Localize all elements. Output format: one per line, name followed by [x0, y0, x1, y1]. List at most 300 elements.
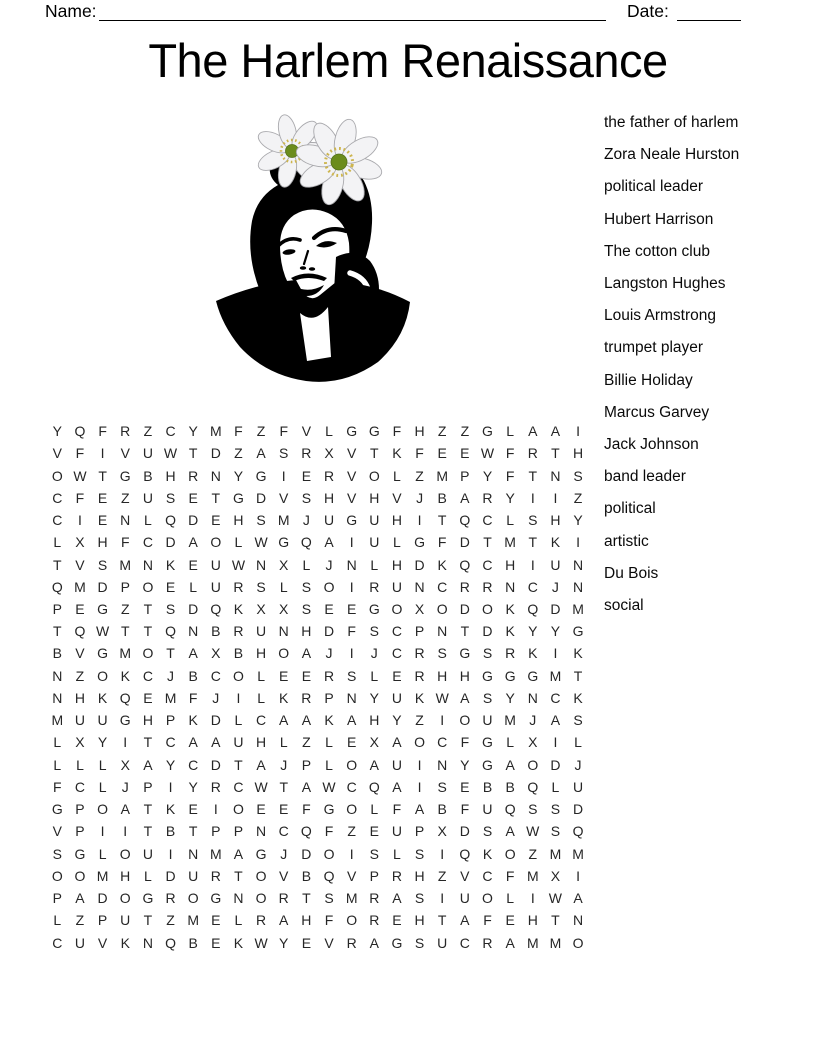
grid-letter: E — [211, 512, 221, 529]
grid-letter: L — [189, 578, 198, 595]
grid-letter: A — [528, 423, 538, 440]
grid-letter: N — [52, 689, 63, 706]
grid-letter: E — [211, 934, 221, 951]
grid-letter: C — [256, 712, 267, 729]
grid-letter: U — [482, 712, 493, 729]
grid-letter: A — [301, 712, 312, 729]
grid-letter: N — [346, 689, 357, 706]
grid-letter: R — [210, 778, 221, 795]
grid-letter: T — [143, 600, 153, 617]
grid-letter: I — [349, 845, 354, 862]
grid-letter: E — [392, 912, 402, 929]
word-list-item: artistic — [604, 532, 649, 550]
grid-letter: Q — [74, 623, 86, 640]
grid-letter: X — [414, 600, 425, 617]
grid-letter: A — [120, 801, 130, 818]
grid-letter: G — [97, 645, 109, 662]
grid-letter: Z — [573, 489, 583, 506]
grid-letter: V — [52, 823, 62, 840]
grid-letter: Q — [504, 801, 516, 818]
grid-letter: U — [482, 801, 493, 818]
date-label: Date: — [627, 1, 669, 21]
grid-letter: F — [324, 912, 334, 929]
grid-letter: Z — [75, 667, 85, 684]
grid-letter: I — [349, 645, 354, 662]
grid-letter: C — [52, 934, 63, 951]
grid-letter: M — [345, 890, 358, 907]
grid-letter: D — [165, 867, 176, 884]
grid-letter: N — [572, 578, 584, 595]
grid-letter: M — [119, 645, 132, 662]
grid-letter: D — [188, 512, 199, 529]
grid-letter: F — [392, 801, 402, 818]
grid-letter: Z — [460, 423, 470, 440]
grid-letter: L — [370, 667, 379, 684]
grid-letter: K — [573, 645, 583, 662]
grid-letter: S — [279, 445, 289, 462]
grid-letter: W — [548, 890, 563, 907]
grid-letter: U — [142, 489, 153, 506]
grid-letter: M — [187, 912, 199, 929]
grid-letter: I — [576, 867, 580, 884]
grid-letter: X — [437, 823, 447, 840]
grid-letter: D — [459, 823, 470, 840]
grid-letter: S — [165, 600, 176, 617]
grid-letter: S — [301, 489, 312, 506]
grid-letter: O — [51, 467, 63, 484]
grid-letter: M — [209, 423, 222, 440]
grid-letter: Q — [527, 778, 539, 795]
grid-letter: V — [346, 867, 357, 884]
grid-letter: Y — [97, 734, 108, 751]
grid-letter: S — [346, 667, 357, 684]
billie-holiday-portrait — [210, 105, 415, 390]
grid-letter: Z — [120, 600, 130, 617]
grid-letter: Y — [550, 623, 561, 640]
grid-letter: X — [279, 600, 289, 617]
grid-letter: O — [233, 801, 244, 818]
grid-letter: R — [505, 645, 516, 662]
grid-letter: E — [188, 801, 198, 818]
grid-letter: D — [323, 623, 335, 640]
grid-letter: S — [369, 845, 379, 862]
grid-letter: V — [120, 445, 130, 462]
grid-letter: T — [143, 912, 153, 929]
grid-letter: T — [279, 778, 288, 795]
grid-letter: K — [165, 556, 176, 573]
grid-letter: C — [482, 867, 493, 884]
grid-letter: L — [506, 423, 515, 440]
grid-letter: U — [550, 556, 561, 573]
grid-letter: L — [393, 845, 401, 862]
grid-letter: L — [53, 534, 62, 551]
grid-letter: L — [53, 734, 62, 751]
grid-letter: C — [482, 556, 493, 573]
grid-letter: Y — [233, 467, 244, 484]
grid-letter: R — [278, 890, 289, 907]
grid-letter: R — [414, 645, 425, 662]
grid-letter: Z — [437, 423, 447, 440]
grid-letter: E — [392, 667, 402, 684]
grid-letter: G — [482, 734, 493, 751]
grid-letter: V — [346, 445, 357, 462]
grid-letter: F — [120, 534, 130, 551]
word-search-grid — [46, 420, 589, 954]
grid-letter: V — [279, 489, 289, 506]
grid-letter: O — [210, 534, 222, 551]
grid-letter: E — [505, 912, 515, 929]
grid-letter: E — [346, 734, 357, 751]
grid-letter: L — [506, 512, 515, 529]
grid-letter: J — [551, 578, 559, 595]
grid-letter: Y — [460, 756, 470, 773]
grid-letter: V — [279, 867, 289, 884]
grid-letter: R — [323, 467, 335, 484]
grid-letter: E — [97, 512, 108, 529]
grid-letter: N — [572, 912, 584, 929]
grid-letter: X — [120, 756, 130, 773]
grid-letter: U — [74, 934, 86, 951]
grid-letter: S — [528, 801, 538, 818]
grid-letter: R — [120, 423, 131, 440]
grid-letter: N — [572, 556, 584, 573]
grid-letter: E — [211, 912, 221, 929]
grid-letter: A — [460, 489, 470, 506]
grid-letter: N — [414, 578, 425, 595]
grid-letter: J — [574, 756, 582, 773]
grid-letter: L — [53, 912, 62, 929]
grid-letter: T — [551, 445, 560, 462]
grid-letter: X — [528, 734, 538, 751]
grid-letter: S — [437, 778, 447, 795]
grid-letter: H — [120, 867, 131, 884]
grid-letter: T — [234, 867, 243, 884]
grid-letter: E — [301, 934, 312, 951]
grid-letter: I — [417, 756, 422, 773]
grid-letter: A — [233, 845, 244, 862]
grid-letter: I — [530, 556, 535, 573]
grid-letter: E — [369, 823, 379, 840]
word-list-item: political — [604, 500, 656, 518]
grid-letter: I — [213, 801, 218, 818]
grid-letter: P — [211, 823, 221, 840]
grid-letter: W — [526, 823, 540, 840]
grid-letter: X — [279, 556, 289, 573]
grid-letter: A — [279, 712, 289, 729]
grid-letter: S — [573, 712, 583, 729]
grid-letter: I — [440, 712, 445, 729]
grid-letter: Y — [369, 689, 379, 706]
grid-letter: P — [233, 823, 244, 840]
grid-letter: T — [211, 489, 221, 506]
grid-letter: U — [188, 867, 199, 884]
grid-letter: F — [392, 423, 402, 440]
grid-letter: D — [459, 600, 470, 617]
grid-letter: I — [168, 778, 173, 795]
grid-letter: S — [256, 512, 266, 529]
grid-letter: I — [530, 890, 535, 907]
grid-letter: J — [370, 645, 378, 662]
grid-letter: Z — [166, 912, 175, 929]
grid-letter: Y — [528, 623, 538, 640]
grid-letter: C — [527, 578, 538, 595]
grid-letter: Q — [459, 845, 471, 862]
grid-letter: T — [437, 912, 447, 929]
word-list-item: the father of harlem — [604, 114, 739, 132]
grid-letter: N — [346, 556, 357, 573]
grid-letter: T — [53, 623, 62, 640]
grid-letter: O — [391, 600, 403, 617]
grid-letter: O — [482, 890, 493, 907]
grid-letter: Z — [302, 734, 311, 751]
grid-letter: L — [234, 712, 243, 729]
grid-letter: L — [53, 756, 62, 773]
grid-letter: K — [528, 645, 538, 662]
grid-letter: G — [119, 467, 131, 484]
grid-letter: A — [505, 934, 515, 951]
grid-letter: L — [551, 778, 560, 795]
grid-letter: O — [142, 645, 154, 662]
right-nostril — [309, 267, 315, 271]
grid-letter: A — [505, 823, 515, 840]
grid-letter: H — [505, 556, 516, 573]
word-list-item: Du Bois — [604, 564, 659, 582]
grid-letter: I — [281, 467, 286, 484]
page-title: The Harlem Renaissance — [148, 34, 668, 87]
grid-letter: O — [255, 867, 267, 884]
grid-letter: B — [505, 778, 515, 795]
grid-letter: F — [483, 912, 492, 929]
grid-letter: M — [277, 512, 290, 529]
left-nostril — [300, 266, 306, 270]
grid-letter: C — [437, 578, 448, 595]
grid-letter: Z — [415, 467, 424, 484]
grid-letter: D — [210, 712, 221, 729]
grid-letter: J — [416, 489, 424, 506]
grid-letter: P — [414, 623, 425, 640]
grid-letter: J — [280, 756, 288, 773]
grid-letter: A — [301, 645, 312, 662]
grid-letter: V — [346, 489, 357, 506]
grid-letter: E — [324, 600, 334, 617]
grid-letter: Q — [323, 867, 335, 884]
grid-letter: M — [549, 934, 562, 951]
grid-letter: O — [527, 756, 539, 773]
grid-letter: S — [550, 801, 561, 818]
grid-letter: T — [143, 623, 153, 640]
grid-letter: I — [349, 534, 354, 551]
grid-letter: Q — [459, 512, 471, 529]
grid-letter: O — [346, 912, 358, 929]
grid-letter: Y — [165, 756, 176, 773]
grid-letter: Q — [51, 578, 63, 595]
grid-letter: J — [167, 667, 175, 684]
grid-letter: W — [95, 623, 110, 640]
grid-letter: O — [97, 667, 109, 684]
grid-letter: A — [460, 912, 470, 929]
grid-letter: F — [302, 801, 311, 818]
grid-letter: C — [165, 423, 176, 440]
word-list-item: band leader — [604, 468, 686, 486]
grid-letter: F — [53, 778, 62, 795]
grid-letter: L — [257, 667, 265, 684]
grid-letter: S — [573, 467, 583, 484]
grid-letter: I — [123, 823, 128, 840]
grid-letter: R — [346, 934, 357, 951]
grid-letter: R — [527, 445, 538, 462]
grid-letter: L — [257, 689, 265, 706]
grid-letter: K — [97, 689, 108, 706]
grid-letter: E — [256, 801, 266, 818]
grid-letter: X — [256, 600, 266, 617]
grid-letter: C — [210, 667, 221, 684]
grid-letter: F — [505, 445, 515, 462]
grid-letter: R — [233, 623, 244, 640]
word-list-item: Jack Johnson — [604, 435, 699, 453]
grid-letter: O — [51, 867, 63, 884]
grid-letter: L — [506, 734, 515, 751]
grid-letter: R — [369, 890, 380, 907]
word-list-item: Louis Armstrong — [604, 307, 716, 325]
grid-letter: D — [482, 623, 493, 640]
grid-letter: C — [346, 778, 357, 795]
grid-letter: R — [482, 578, 493, 595]
grid-letter: L — [370, 801, 379, 818]
grid-letter: G — [391, 934, 403, 951]
grid-letter: S — [97, 556, 108, 573]
grid-letter: V — [324, 934, 334, 951]
grid-letter: S — [414, 890, 425, 907]
word-list-item: Hubert Harrison — [604, 210, 714, 228]
grid-letter: Y — [573, 512, 583, 529]
grid-letter: C — [52, 512, 63, 529]
grid-letter: I — [553, 645, 558, 662]
grid-letter: A — [414, 801, 425, 818]
grid-letter: X — [550, 867, 561, 884]
grid-letter: K — [324, 712, 334, 729]
grid-letter: K — [437, 556, 447, 573]
grid-letter: A — [75, 890, 85, 907]
grid-letter: U — [391, 823, 402, 840]
grid-letter: H — [550, 512, 561, 529]
grid-letter: G — [346, 512, 358, 529]
grid-letter: L — [234, 534, 243, 551]
grid-letter: Q — [165, 512, 176, 529]
grid-letter: O — [187, 890, 199, 907]
grid-letter: D — [165, 534, 176, 551]
grid-letter: U — [369, 512, 380, 529]
grid-letter: T — [483, 534, 492, 551]
grid-letter: H — [527, 912, 538, 929]
grid-letter: F — [505, 867, 515, 884]
grid-letter: I — [78, 512, 82, 529]
grid-letter: B — [482, 778, 493, 795]
grid-letter: K — [165, 801, 176, 818]
grid-letter: E — [188, 556, 198, 573]
grid-letter: O — [255, 890, 267, 907]
grid-letter: F — [437, 534, 447, 551]
grid-letter: O — [233, 667, 244, 684]
grid-letter: K — [120, 667, 130, 684]
grid-letter: A — [143, 756, 153, 773]
grid-letter: Z — [437, 867, 447, 884]
grid-letter: S — [528, 512, 538, 529]
grid-letter: O — [346, 756, 358, 773]
grid-letter: R — [482, 489, 493, 506]
grid-letter: Q — [165, 623, 176, 640]
grid-letter: O — [323, 578, 335, 595]
grid-letter: F — [75, 489, 85, 506]
grid-letter: L — [302, 556, 311, 573]
grid-letter: S — [550, 823, 561, 840]
grid-letter: T — [120, 623, 130, 640]
grid-letter: G — [74, 845, 86, 862]
grid-letter: I — [440, 890, 445, 907]
grid-letter: Z — [347, 823, 356, 840]
grid-letter: K — [233, 934, 244, 951]
grid-letter: C — [233, 778, 244, 795]
word-list-item: social — [604, 596, 644, 614]
grid-letter: E — [279, 667, 289, 684]
grid-letter: X — [369, 734, 379, 751]
grid-letter: M — [96, 867, 109, 884]
grid-letter: U — [142, 445, 153, 462]
grid-letter: A — [346, 712, 357, 729]
grid-letter: F — [75, 445, 85, 462]
grid-letter: H — [233, 512, 244, 529]
grid-letter: K — [392, 445, 402, 462]
grid-letter: G — [255, 467, 267, 484]
grid-letter: M — [74, 578, 86, 595]
grid-letter: E — [143, 689, 153, 706]
grid-letter: G — [368, 600, 380, 617]
grid-letter: L — [234, 912, 243, 929]
grid-letter: Y — [392, 712, 402, 729]
grid-letter: N — [505, 578, 516, 595]
grid-letter: O — [97, 801, 109, 818]
grid-letter: S — [482, 645, 493, 662]
grid-letter: Z — [256, 423, 266, 440]
grid-letter: F — [347, 623, 356, 640]
grid-letter: O — [74, 867, 86, 884]
grid-letter: J — [529, 712, 537, 729]
grid-letter: A — [301, 778, 312, 795]
grid-letter: W — [163, 445, 178, 462]
grid-letter: E — [460, 778, 470, 795]
grid-letter: Q — [572, 823, 584, 840]
grid-letter: L — [574, 734, 582, 751]
grid-letter: S — [301, 578, 312, 595]
grid-letter: B — [437, 801, 447, 818]
grid-letter: B — [233, 645, 244, 662]
grid-letter: W — [254, 934, 268, 951]
grid-letter: Z — [120, 489, 130, 506]
grid-letter: U — [210, 578, 221, 595]
grid-letter: H — [391, 556, 402, 573]
grid-letter: Y — [505, 489, 515, 506]
grid-letter: P — [52, 600, 62, 617]
grid-letter: U — [323, 512, 335, 529]
grid-letter: Y — [505, 689, 515, 706]
grid-letter: I — [168, 845, 173, 862]
name-label: Name: — [45, 1, 97, 21]
grid-letter: E — [165, 578, 176, 595]
grid-letter: S — [256, 578, 266, 595]
grid-letter: C — [188, 756, 199, 773]
grid-letter: N — [188, 845, 199, 862]
grid-letter: I — [100, 823, 105, 840]
grid-letter: I — [576, 534, 580, 551]
